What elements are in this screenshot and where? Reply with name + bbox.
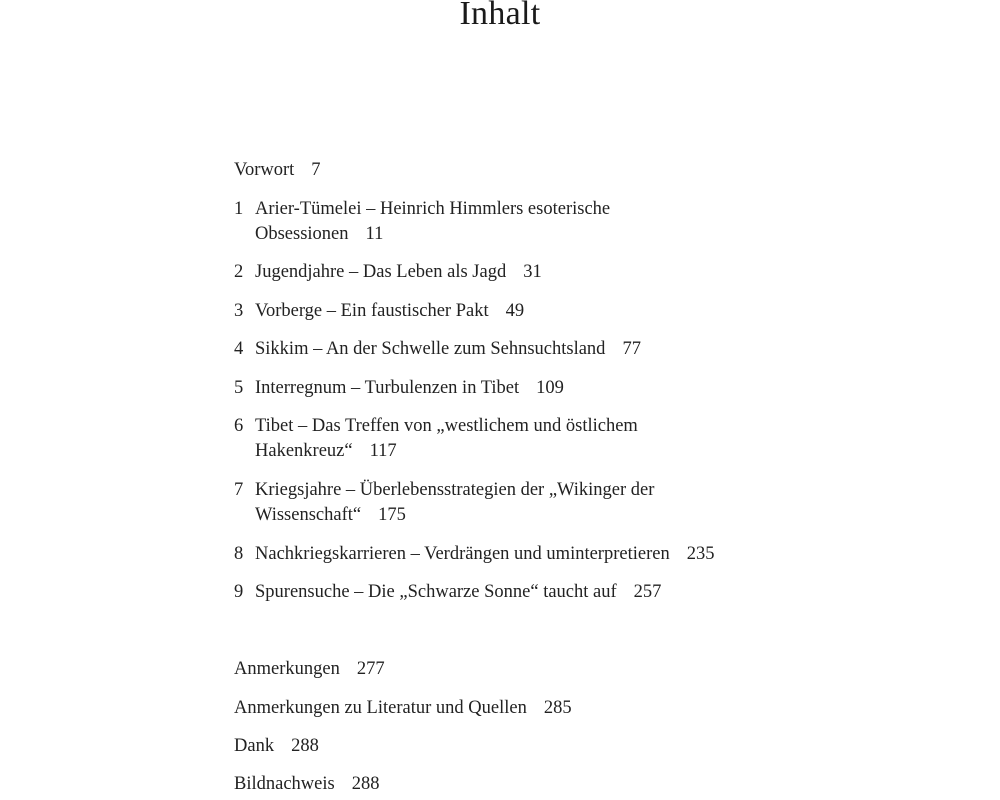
- chapter-title: Jugendjahre – Das Leben als Jagd: [255, 262, 507, 282]
- chapter-number: 7: [234, 480, 244, 500]
- toc-entry-chapter-6[interactable]: [234, 414, 854, 464]
- chapter-title: Vorberge – Ein faustischer Pakt: [255, 301, 489, 321]
- page-number: 11: [365, 224, 384, 244]
- toc-entry-acknowledgements[interactable]: [234, 734, 854, 759]
- page-number: 175: [378, 505, 406, 525]
- chapter-title: Nachkriegskarrieren – Verdrängen und uminterpretieren: [255, 544, 670, 564]
- page-number: 49: [505, 301, 525, 321]
- page-number: 31: [523, 262, 542, 282]
- chapter-title-line-1: Tibet – Das Treffen von „westlichem und östlichem: [255, 416, 638, 436]
- chapter-number: 4: [234, 339, 244, 359]
- chapter-number: 1: [234, 199, 244, 219]
- page-number: 288: [291, 736, 319, 756]
- entry-label: Dank: [234, 736, 275, 756]
- chapter-title: Sikkim – An der Schwelle zum Sehnsuchtsland: [255, 339, 606, 359]
- toc-entry-notes[interactable]: [234, 657, 854, 682]
- toc-entry-chapter-1[interactable]: [234, 197, 854, 247]
- chapter-title-line-1: Kriegsjahre – Überlebensstrategien der „Wikinger der: [255, 480, 655, 500]
- chapter-number: 9: [234, 582, 244, 602]
- toc-entry-chapter-8[interactable]: [234, 542, 854, 567]
- chapter-number: 3: [234, 301, 244, 321]
- toc-entry-chapter-5[interactable]: [234, 376, 854, 401]
- page-number: 277: [356, 659, 385, 679]
- page-number: 235: [686, 544, 715, 564]
- page-number: 77: [622, 339, 641, 359]
- chapter-number: 2: [234, 262, 244, 282]
- chapter-title: Interregnum – Turbulenzen in Tibet: [255, 378, 520, 398]
- page-number: 288: [351, 774, 380, 794]
- chapter-title-line-2: Hakenkreuz“: [255, 441, 353, 461]
- chapter-title: Spurensuche – Die „Schwarze Sonne“ taucht auf: [255, 582, 617, 602]
- entry-label: Anmerkungen: [234, 659, 340, 679]
- page-number: 7: [311, 160, 321, 180]
- toc-entry-chapter-9[interactable]: [234, 580, 854, 605]
- chapter-title-line-2: Wissenschaft“: [255, 505, 362, 525]
- page-number: 285: [543, 698, 572, 718]
- entry-label: Bildnachweis: [234, 774, 335, 794]
- chapter-title-line-1: Arier-Tümelei – Heinrich Himmlers esoterische: [255, 199, 611, 219]
- chapter-title-line-2: Obsessionen: [255, 224, 349, 244]
- toc-entry-chapter-2[interactable]: [234, 260, 854, 285]
- entry-label: Anmerkungen zu Literatur und Quellen: [234, 698, 527, 718]
- page-number: 109: [536, 378, 564, 398]
- toc-entry-preface[interactable]: [234, 158, 854, 183]
- chapter-number: 6: [234, 416, 244, 436]
- toc-entry-notes-literature-sources[interactable]: [234, 696, 854, 721]
- page-number: 117: [369, 441, 397, 461]
- chapter-number: 5: [234, 378, 244, 398]
- chapter-number: 8: [234, 544, 244, 564]
- toc-entry-chapter-4[interactable]: [234, 337, 854, 362]
- page-title: Inhalt: [459, 0, 541, 32]
- page-number: 257: [633, 582, 662, 602]
- entry-label: Vorwort: [234, 160, 295, 180]
- toc-entry-chapter-7[interactable]: [234, 478, 854, 528]
- toc-entry-picture-credits[interactable]: [234, 772, 854, 797]
- toc-entry-chapter-3[interactable]: [234, 299, 854, 324]
